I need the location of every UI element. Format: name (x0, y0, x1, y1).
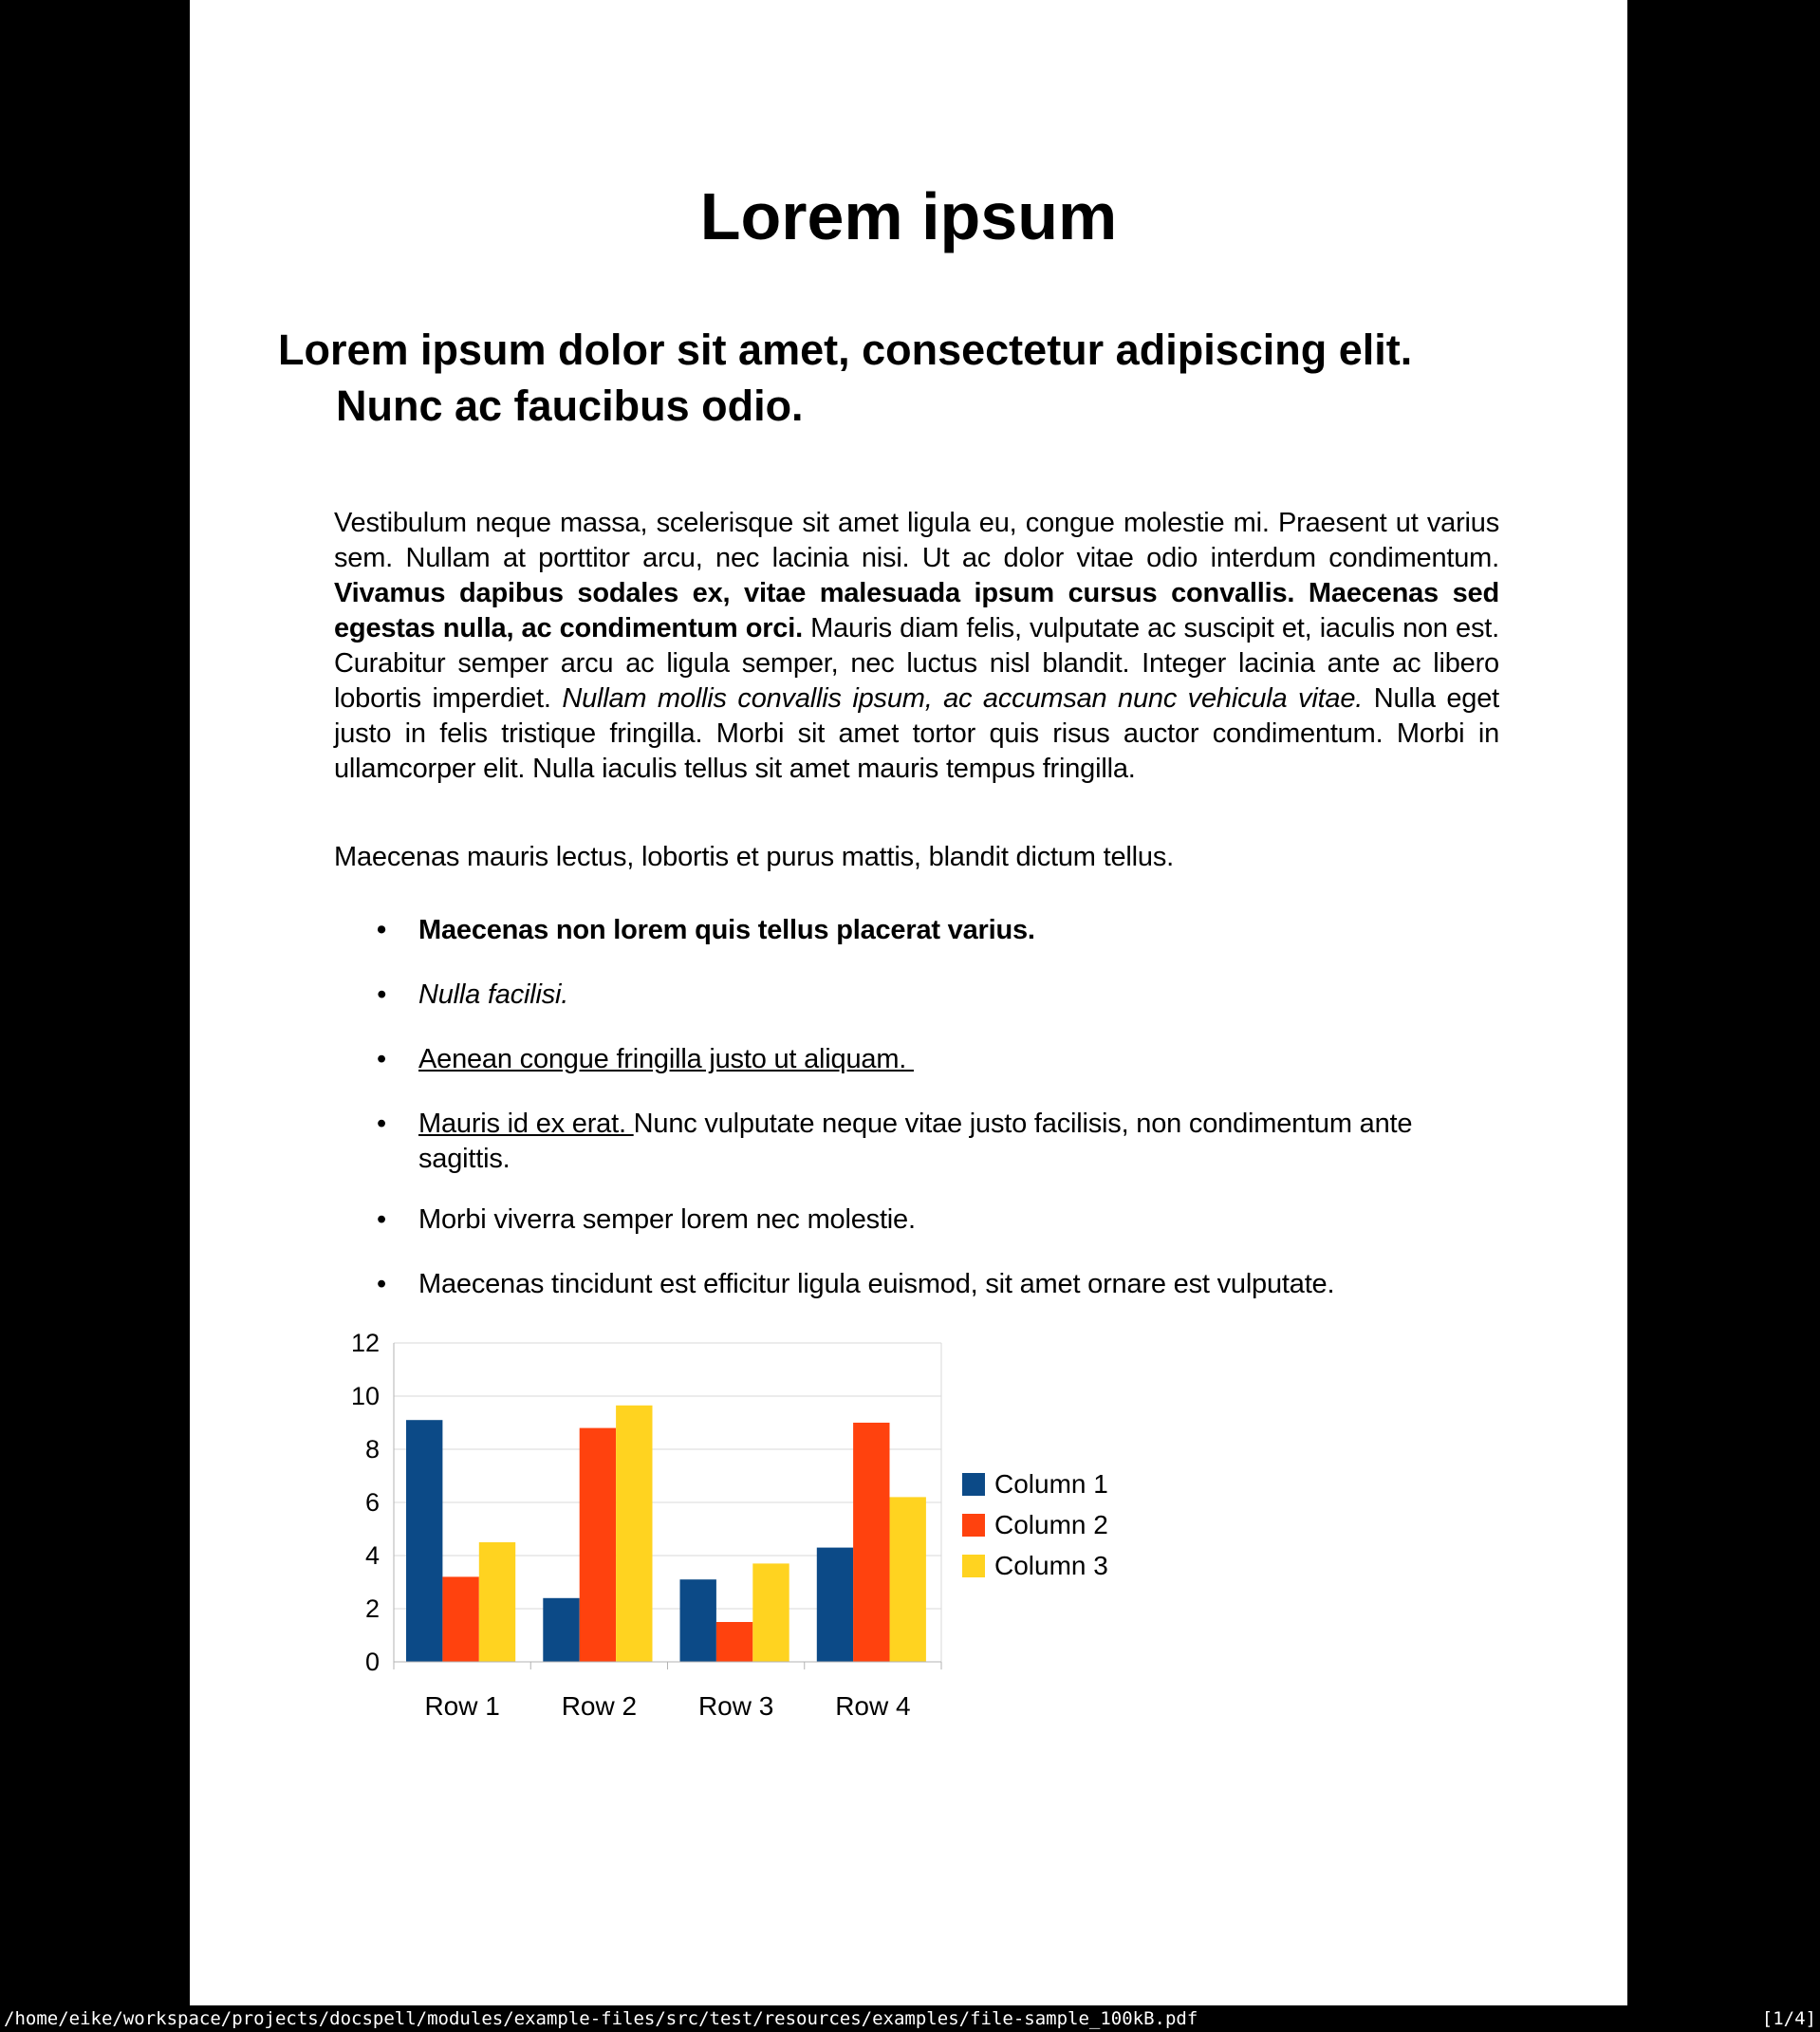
legend-swatch (962, 1514, 985, 1537)
bar-column-1-row-2 (543, 1598, 579, 1662)
list-item: • Maecenas non lorem quis tellus placerat varius. (418, 913, 1499, 948)
y-axis-tick-label: 10 (351, 1382, 380, 1410)
paragraph-text: Nulla eget justo in felis tristique fringilla. Morbi sit amet tortor quis risus auctor condimentum. Morbi in ullamcorper elit. Nulla iaculis tellus sit amet mauris tempus fringilla. (334, 683, 1499, 784)
bar-chart (351, 1333, 1139, 1742)
legend-label: Column 2 (994, 1510, 1108, 1539)
section-heading (278, 322, 1502, 434)
x-axis-category-label: Row 1 (424, 1691, 500, 1721)
body-paragraph-2: Maecenas mauris lectus, lobortis et purus mattis, blandit dictum tellus. (334, 842, 1174, 872)
section-heading-line1: Lorem ipsum dolor sit amet, consectetur adipiscing elit. (278, 326, 1413, 374)
paragraph-bold-text: Vivamus dapibus sodales ex, vitae malesuada ipsum cursus convallis. Maecenas sed egestas nulla, ac condimentum orci. (334, 578, 1499, 643)
legend-swatch (962, 1473, 985, 1496)
statusbar-file-path: /home/eike/workspace/projects/docspell/modules/example-files/src/test/resources/examples/file-sample_100kB.pdf (4, 2008, 1198, 2029)
bar-column-3-row-1 (479, 1542, 515, 1662)
bar-column-2-row-2 (580, 1428, 616, 1662)
x-axis-category-label: Row 2 (561, 1691, 638, 1721)
y-axis-tick-label: 2 (364, 1594, 380, 1623)
underlined-text: Aenean congue fringilla justo ut aliquam. (418, 1044, 914, 1074)
document-title: Lorem ipsum (699, 179, 1118, 253)
paragraph-text: Mauris diam felis, vulputate ac suscipit et, iaculis non est. Curabitur semper arcu ac ligula semper, nec luctus nisl blandit. Integer lacinia ante ac libero lobortis imperdiet. (334, 613, 1500, 714)
section-heading-line2: Nunc ac faucibus odio. (336, 382, 804, 430)
paragraph-text: Vestibulum neque massa, scelerisque sit amet ligula eu, congue molestie mi. Praesent ut varius sem. Nullam at porttitor arcu, nec lacinia nisi. Ut ac dolor vitae odio interdum condimentum. (334, 508, 1499, 573)
body-paragraph-1 (334, 506, 1499, 787)
list-item: • Nulla facilisi. (418, 978, 1499, 1013)
list-item-text: Nunc vulputate neque vitae justo facilisis, non condimentum ante sagittis. (418, 1109, 1413, 1174)
legend-swatch (962, 1555, 985, 1577)
bar-column-1-row-1 (406, 1420, 442, 1662)
x-axis-category-label: Row 4 (835, 1691, 911, 1721)
bar-column-3-row-2 (616, 1406, 652, 1662)
list-item: • Maecenas tincidunt est efficitur ligula euismod, sit amet ornare est vulputate. (418, 1267, 1499, 1302)
bar-column-3-row-4 (890, 1497, 926, 1662)
list-item (418, 1042, 1499, 1077)
bar-column-1-row-4 (817, 1548, 853, 1662)
bar-column-2-row-1 (442, 1576, 478, 1662)
y-axis-tick-label: 0 (364, 1648, 380, 1676)
x-axis-category-label: Row 3 (697, 1691, 774, 1721)
bar-column-2-row-3 (716, 1622, 752, 1662)
statusbar (0, 2005, 1820, 2032)
bar-column-3-row-3 (752, 1563, 789, 1662)
underlined-text: Mauris id ex erat. (418, 1109, 634, 1139)
statusbar-page-indicator: [1/4] (1761, 2008, 1816, 2029)
bar-column-2-row-4 (853, 1423, 889, 1662)
document-page[interactable] (190, 0, 1627, 2005)
paragraph-italic-text: Nullam mollis convallis ipsum, ac accumsan nunc vehicula vitae. (562, 683, 1364, 714)
list-item (418, 1107, 1499, 1177)
legend-label: Column 1 (994, 1469, 1108, 1499)
list-item: • Morbi viverra semper lorem nec molestie. (418, 1202, 1499, 1238)
y-axis-tick-label: 8 (364, 1435, 380, 1463)
y-axis-tick-label: 4 (364, 1541, 380, 1570)
y-axis-tick-label: 6 (364, 1488, 380, 1517)
legend-label: Column 3 (994, 1551, 1108, 1580)
y-axis-tick-label: 12 (351, 1333, 380, 1357)
bar-column-1-row-3 (680, 1579, 716, 1662)
